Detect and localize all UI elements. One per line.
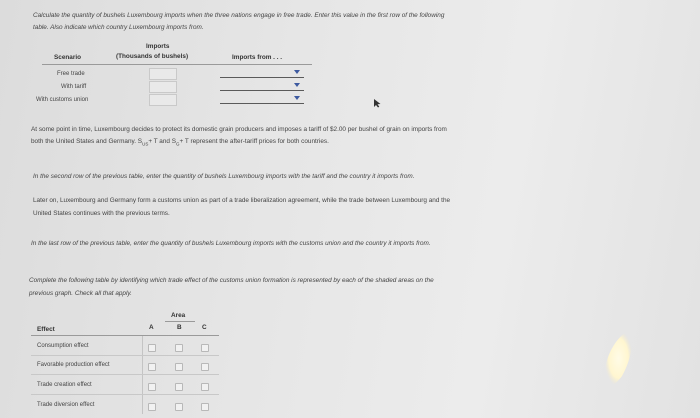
supply-germany-subscript: G	[176, 141, 180, 147]
free-trade-imports-input[interactable]	[149, 68, 177, 80]
consumption-b-checkbox[interactable]	[175, 344, 183, 352]
trade-creation-b-checkbox[interactable]	[175, 383, 183, 391]
column-b-header: B	[177, 324, 182, 331]
second-row-instruction: In the second row of the previous table, enter the quantity of bushels Luxembourg imports with the tariff and the country it imports from.	[33, 173, 415, 180]
area-header: Area	[171, 312, 186, 319]
last-row-instruction: In the last row of the previous table, enter the quantity of bushels Luxembourg imports with the customs union and the country it imports from.	[31, 240, 431, 247]
row-rule-2	[31, 374, 219, 375]
screen-glare	[598, 326, 638, 390]
tariff-text-c: + T represent the after-tariff prices for both countries.	[179, 138, 329, 145]
table2-divider	[142, 336, 143, 414]
chevron-down-icon	[294, 70, 300, 74]
chevron-down-icon	[294, 83, 300, 87]
scenario-header: Scenario	[54, 54, 81, 61]
imports-from-header: Imports from . . .	[232, 54, 283, 61]
trade-diversion-a-checkbox[interactable]	[148, 403, 156, 411]
tariff-text-a: both the United States and Germany. S	[31, 138, 143, 145]
column-c-header: C	[202, 324, 207, 331]
tariff-text-b: + T and S	[148, 138, 176, 145]
with-tariff-imports-input[interactable]	[149, 81, 177, 93]
trade-diversion-b-checkbox[interactable]	[175, 403, 183, 411]
column-a-header: A	[149, 324, 154, 331]
favorable-production-effect-label: Favorable production effect	[37, 362, 110, 368]
free-trade-imports-from-dropdown[interactable]	[220, 69, 304, 78]
row-with-tariff-label: With tariff	[61, 84, 87, 90]
intro-line-1: Calculate the quantity of bushels Luxembourg imports when the three nations engage in free trade. Enter this value in the first row of the following	[33, 12, 445, 19]
chevron-down-icon	[294, 96, 300, 100]
customs-union-imports-from-dropdown[interactable]	[220, 95, 304, 104]
imports-header: Imports	[146, 43, 170, 50]
customs-union-imports-input[interactable]	[149, 94, 177, 106]
trade-diversion-effect-label: Trade diversion effect	[37, 402, 95, 408]
customs-union-paragraph-line-1: Later on, Luxembourg and Germany form a customs union as part of a trade liberalization agreement, while the trade between Luxembourg and the	[33, 197, 451, 204]
trade-diversion-c-checkbox[interactable]	[201, 403, 209, 411]
trade-creation-a-checkbox[interactable]	[148, 383, 156, 391]
with-tariff-imports-from-dropdown[interactable]	[220, 82, 304, 91]
supply-us-subscript: US	[142, 141, 149, 147]
favorable-production-a-checkbox[interactable]	[148, 363, 156, 371]
cursor-icon	[373, 98, 381, 108]
tariff-paragraph-line-1: At some point in time, Luxembourg decides to protect its domestic grain producers and imposes a tariff of $2.00 per bushel of grain on imports from	[31, 126, 447, 133]
table1-header-rule	[42, 64, 312, 65]
intro-line-2: table. Also indicate which country Luxembourg imports from.	[33, 24, 204, 31]
tariff-paragraph-line-2	[31, 136, 329, 150]
effect-header: Effect	[37, 326, 55, 333]
favorable-production-c-checkbox[interactable]	[201, 363, 209, 371]
row-free-trade-label: Free trade	[57, 71, 85, 77]
trade-creation-c-checkbox[interactable]	[201, 383, 209, 391]
area-header-rule	[165, 321, 195, 322]
row-rule-1	[31, 355, 219, 356]
effects-instruction-line-2: previous graph. Check all that apply.	[29, 290, 132, 297]
imports-units-header: (Thousands of bushels)	[116, 53, 189, 60]
effects-instruction-line-1: Complete the following table by identifying which trade effect of the customs union formation is represented by each of the shaded areas on the	[29, 277, 434, 284]
row-rule-3	[31, 394, 219, 395]
favorable-production-b-checkbox[interactable]	[175, 363, 183, 371]
consumption-c-checkbox[interactable]	[201, 344, 209, 352]
table2-header-rule	[31, 335, 219, 336]
consumption-effect-label: Consumption effect	[37, 343, 89, 349]
trade-creation-effect-label: Trade creation effect	[37, 382, 92, 388]
row-customs-union-label: With customs union	[36, 97, 89, 103]
consumption-a-checkbox[interactable]	[148, 344, 156, 352]
customs-union-paragraph-line-2: United States continues with the previous terms.	[33, 210, 170, 217]
